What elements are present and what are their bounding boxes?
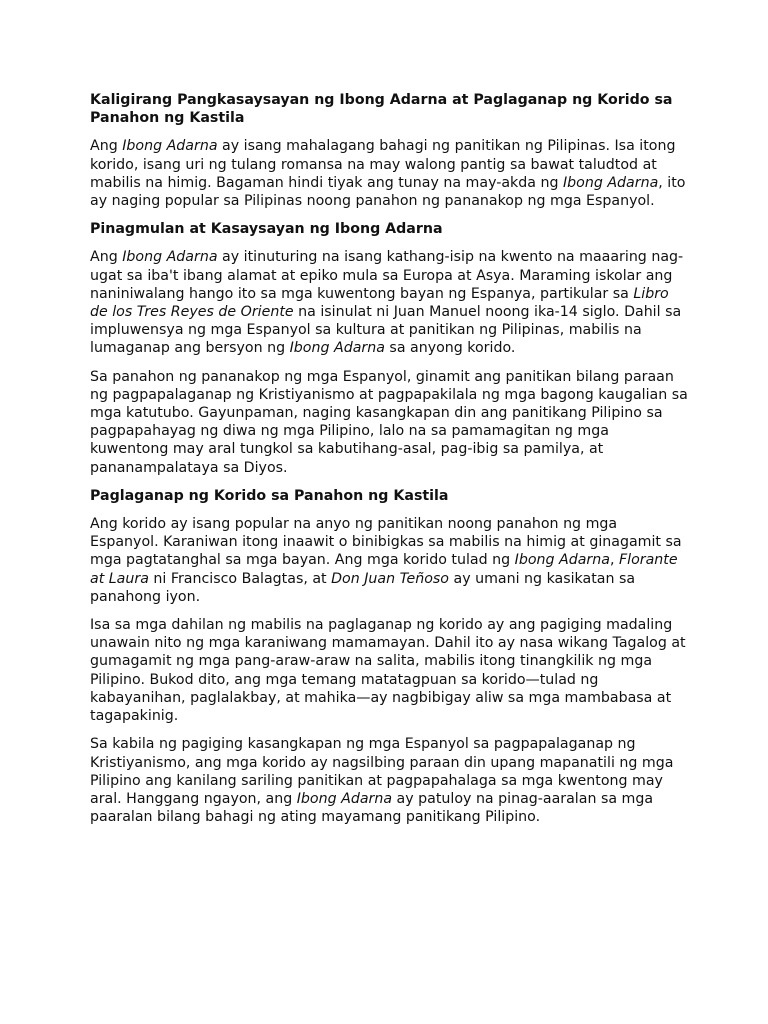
section-kaligiran <box>90 91 690 210</box>
section-paglaganap <box>90 487 690 826</box>
paragraph: Ang Ibong Adarna ay isang mahalagang bahagi ng panitikan ng Pilipinas. Isa itong korido, isang uri ng tulang romansa na may walong pantig sa bawat taludtod at mabilis na himig. Bagaman hindi tiyak ang tunay na may-akda ng Ibong Adarna, ito ay naging popular sa Pilipinas noong panahon ng pananakop ng mga Espanyol. <box>90 138 686 210</box>
paragraph: Sa panahon ng pananakop ng mga Espanyol, ginamit ang panitikan bilang paraan ng pagpapalaganap ng Kristiyanismo at pagpapakilala ng mga bagong kaugalian sa mga katutubo. Gayunpaman, naging kasangkapan din ang panitikang Pilipino sa pagpapahayag ng diwa ng mga Pilipino, lalo na sa pamamagitan ng mga kuwentong may aral tungkol sa kabutihang-asal, pag-ibig sa pamilya, at pananampalataya sa Diyos. <box>90 368 688 476</box>
paragraph: Ang Ibong Adarna ay itinuturing na isang kathang-isip na kwento na maaaring nag-ugat sa iba't ibang alamat at epiko mula sa Europa at Asya. Maraming iskolar ang naniniwalang hango ito sa mga kuwentong bayan ng Espanya, partikular sa Libro de los Tres Reyes de Oriente na isinulat ni Juan Manuel noong ika-14 siglo. Dahil sa impluwensya ng mga Espanyol sa kultura at panitikan ng Pilipinas, mabilis na lumaganap ang bersyon ng Ibong Adarna sa anyong korido. <box>90 249 684 357</box>
paragraph: Ang korido ay isang popular na anyo ng panitikan noong panahon ng mga Espanyol. Karaniwan itong inaawit o binibigkas sa mabilis na himig at ginagamit sa mga pagtatanghal sa mga bayan. Ang mga korido tulad ng Ibong Adarna, Florante at Laura ni Francisco Balagtas, at Don Juan Teñoso ay umani ng kasikatan sa panahong iyon. <box>90 516 682 605</box>
paragraph: Sa kabila ng pagiging kasangkapan ng mga Espanyol sa pagpapalaganap ng Kristiyanismo, ang mga korido ay nagsilbing paraan din upang mapanatili ng mga Pilipino ang kanilang sariling panitikan at pagpapahalaga sa mga kwentong may aral. Hanggang ngayon, ang Ibong Adarna ay patuloy na pinag-aaralan sa mga paaralan bilang bahagi ng ating mayamang panitikang Pilipino. <box>90 736 674 826</box>
section-heading: Kaligirang Pangkasaysayan ng Ibong Adarna at Paglaganap ng Korido sa Panahon ng Kastila <box>90 92 673 127</box>
document-page <box>90 91 690 836</box>
section-pinagmulan <box>90 220 690 477</box>
section-heading: Pinagmulan at Kasaysayan ng Ibong Adarna <box>90 221 443 238</box>
paragraph: Isa sa mga dahilan ng mabilis na paglaganap ng korido ay ang pagiging madaling unawain nito ng mga karaniwang mamamayan. Dahil ito ay nasa wikang Tagalog at gumagamit ng mga pang-araw-araw na salita, mabilis itong tinangkilik ng mga Pilipino. Bukod dito, ang mga temang matatagpuan sa korido—tulad ng kabayanihan, paglalakbay, at mahika—ay nagbibigay aliw sa mga mambabasa at tagapakinig. <box>90 617 686 725</box>
section-heading: Paglaganap ng Korido sa Panahon ng Kastila <box>90 487 449 504</box>
